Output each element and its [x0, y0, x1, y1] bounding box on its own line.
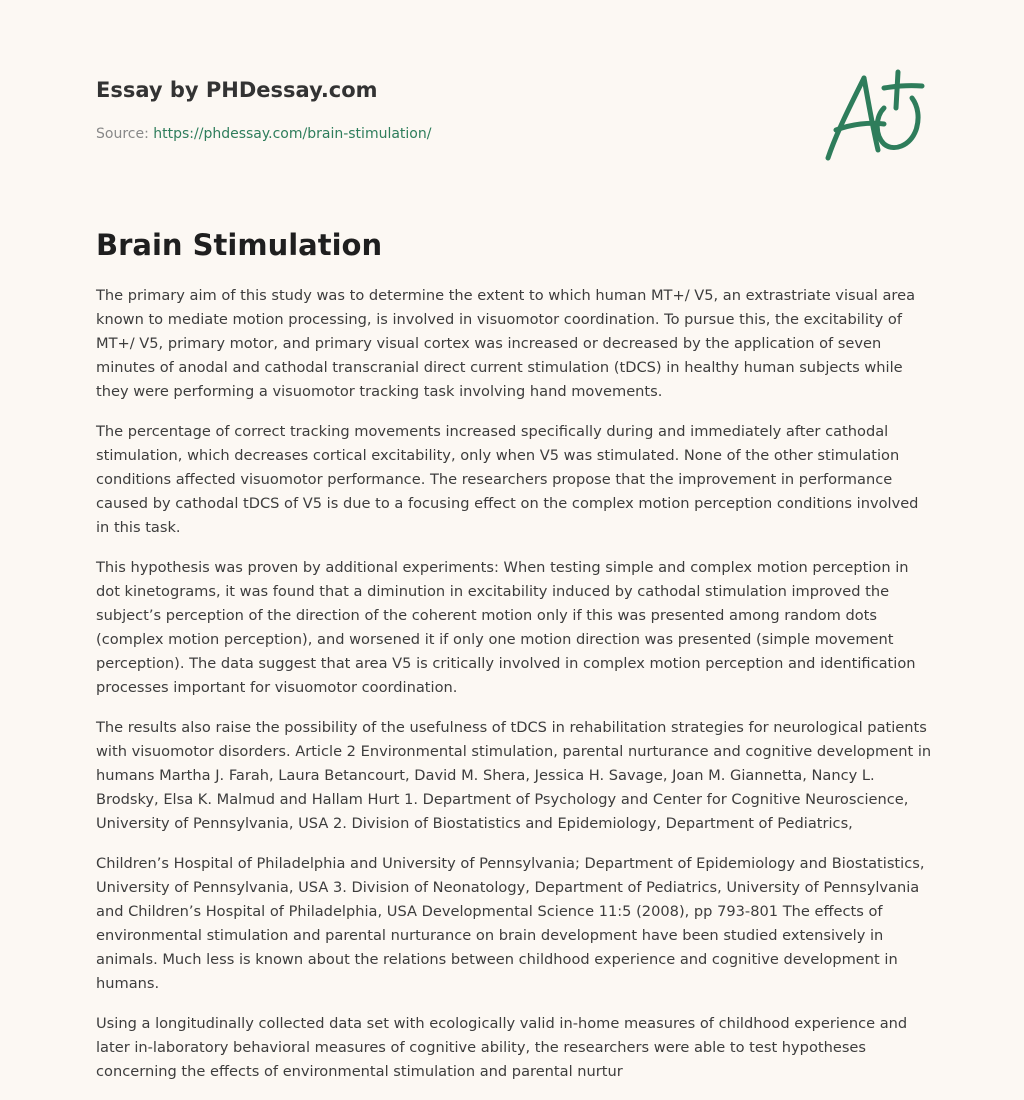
article-title: Brain Stimulation	[96, 228, 383, 262]
source-line	[96, 125, 796, 143]
paragraph: The percentage of correct tracking movements increased specifically during and immediately after cathodal stimulation, which decreases cortical excitability, only when V5 was stimulated. None of the other stimulation conditions affected visuomotor performance. The researchers propose that the improvement in performance caused by cathodal tDCS of V5 is due to a focusing effect on the complex motion perception conditions involved in this task.	[96, 423, 919, 536]
site-brand: Essay by PHDessay.com	[96, 78, 378, 102]
article-body	[96, 284, 932, 1100]
paragraph: Children’s Hospital of Philadelphia and University of Pennsylvania; Department of Epidemiology and Biostatistics, University of Pennsylvania, USA 3. Division of Neonatology, Department of Pediatrics, University of Pennsylvania and Children’s Hospital of Philadelphia, USA Developmental Science 11:5 (2008), pp 793-801 The effects of environmental stimulation and parental nurturance on brain development have been studied extensively in animals. Much less is known about the relations between childhood experience and cognitive development in humans.	[96, 855, 925, 992]
paragraph: This hypothesis was proven by additional experiments: When testing simple and complex motion perception in dot kinetograms, it was found that a diminution in excitability induced by cathodal stimulation improved the subject’s perception of the direction of the coherent motion only if this was presented among random dots (complex motion perception), and worsened it if only one motion direction was presented (simple movement perception). The data suggest that area V5 is critically involved in complex motion perception and identification processes important for visuomotor coordination.	[96, 559, 916, 696]
source-link[interactable]: https://phdessay.com/brain-stimulation/	[153, 126, 432, 142]
paragraph: The results also raise the possibility of the usefulness of tDCS in rehabilitation strategies for neurological patients with visuomotor disorders. Article 2 Environmental stimulation, parental nurturance and cognitive development in humans Martha J. Farah, Laura Betancourt, David M. Shera, Jessica H. Savage, Joan M. Giannetta, Nancy L. Brodsky, Elsa K. Malmud and Hallam Hurt 1. Department of Psychology and Center for Cognitive Neuroscience, University of Pennsylvania, USA 2. Division of Biostatistics and Epidemiology, Department of Pediatrics,	[96, 719, 932, 832]
source-label: Source:	[96, 126, 154, 142]
paragraph: The primary aim of this study was to determine the extent to which human MT+/ V5, an extrastriate visual area known to mediate motion processing, is involved in visuomotor coordination. To pursue this, the excitability of MT+/ V5, primary motor, and primary visual cortex was increased or decreased by the application of seven minutes of anodal and cathodal transcranial direct current stimulation (tDCS) in healthy human subjects while they were performing a visuomotor tracking task involving hand movements.	[96, 287, 916, 400]
a-plus-logo-icon	[822, 68, 926, 164]
page-header	[96, 76, 796, 143]
paragraph: Using a longitudinally collected data set with ecologically valid in-home measures of childhood experience and later in-laboratory behavioral measures of cognitive ability, the researchers were able to test hypotheses concerning the effects of environmental stimulation and parental nurtur	[96, 1015, 908, 1080]
